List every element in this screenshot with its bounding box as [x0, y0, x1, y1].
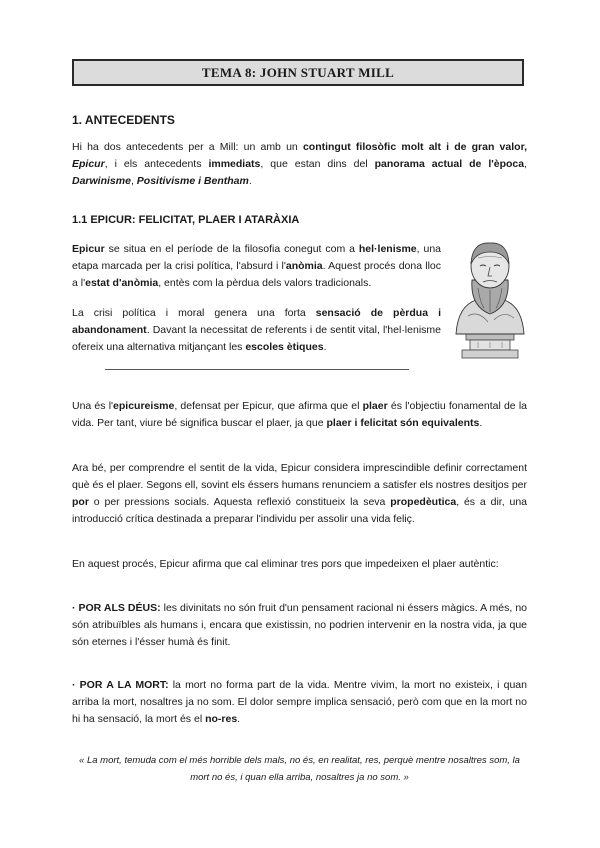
paragraph-por-a-la-mort: · POR A LA MORT: la mort no forma part de la vida. Mentre vivim, la mort no existeix, i quan arriba la mort, nosaltres ja no som. El dolor sempre implica sensació, però com que en la mort no hi ha sensació, la mort és el no-res.: [72, 679, 527, 725]
title-box: [72, 59, 524, 86]
paragraph-propedeutica: Ara bé, per comprendre el sentit de la vida, Epicur considera imprescindible definir correctament què és el plaer. Segons ell, sovint els éssers humans renunciem a satisfer els nostres desitjos per por o per pressions socials. Aquesta reflexió constitueix la seva propedèutica, és a dir, una introducció crítica destinada a preparar l'individu per assolir una vida feliç.: [72, 462, 527, 525]
section-divider: [105, 369, 409, 370]
epicurus-bust-icon: [448, 236, 530, 362]
page-title: TEMA 8: JOHN STUART MILL: [201, 64, 395, 80]
paragraph-tres-pors: En aquest procés, Epicur afirma que cal eliminar tres pors que impedeixen el plaer autèntic:: [72, 558, 499, 570]
epicur-quote: « La mort, temuda com el més horrible dels mals, no és, en realitat, res, perquè mentre nosaltres som, la mort no és, i quan ella arriba, nosaltres ja no som. »: [79, 755, 520, 783]
paragraph-epicur-1: Epicur se situa en el període de la filosofia conegut com a hel·lenisme, una etapa marcada per la crisi política, l'absurd i l'anòmia. Aquest procés dona lloc a l'estat d'anòmia, entès com la pèrdua dels valors tradicionals.: [72, 243, 442, 289]
paragraph-epicureisme: Una és l'epicureisme, defensat per Epicur, que afirma que el plaer és l'objectiu fonamental de la vida. Per tant, viure bé significa buscar el plaer, ja que plaer i felicitat són equivalents.: [72, 400, 527, 429]
section-heading-epicur: 1.1 EPICUR: FELICITAT, PLAER I ATARÀXIA: [72, 214, 300, 226]
paragraph-por-als-deus: · POR ALS DÉUS: les divinitats no són fruit d'un pensament racional ni éssers màgics. A més, no són atribuïbles als humans i, encara que existissin, no podrien intervenir en la nostra vida, ja que són eternes i l'ésser humà és finit.: [72, 602, 528, 648]
section-heading-antecedents: 1. ANTECEDENTS: [72, 113, 175, 127]
paragraph-antecedents: Hi ha dos antecedents per a Mill: un amb un contingut filosòfic molt alt i de gran valor, Epicur, i els antecedents immediats, que estan dins del panorama actual de l'època, Darwinisme, Positivisme i Bentham.: [72, 141, 528, 187]
paragraph-epicur-2: La crisi política i moral genera una forta sensació de pèrdua i abandonament. Davant la necessitat de referents i de sentit vital, l'hel·lenisme ofereix una alternativa mitjançant les escoles ètiques.: [72, 307, 441, 353]
